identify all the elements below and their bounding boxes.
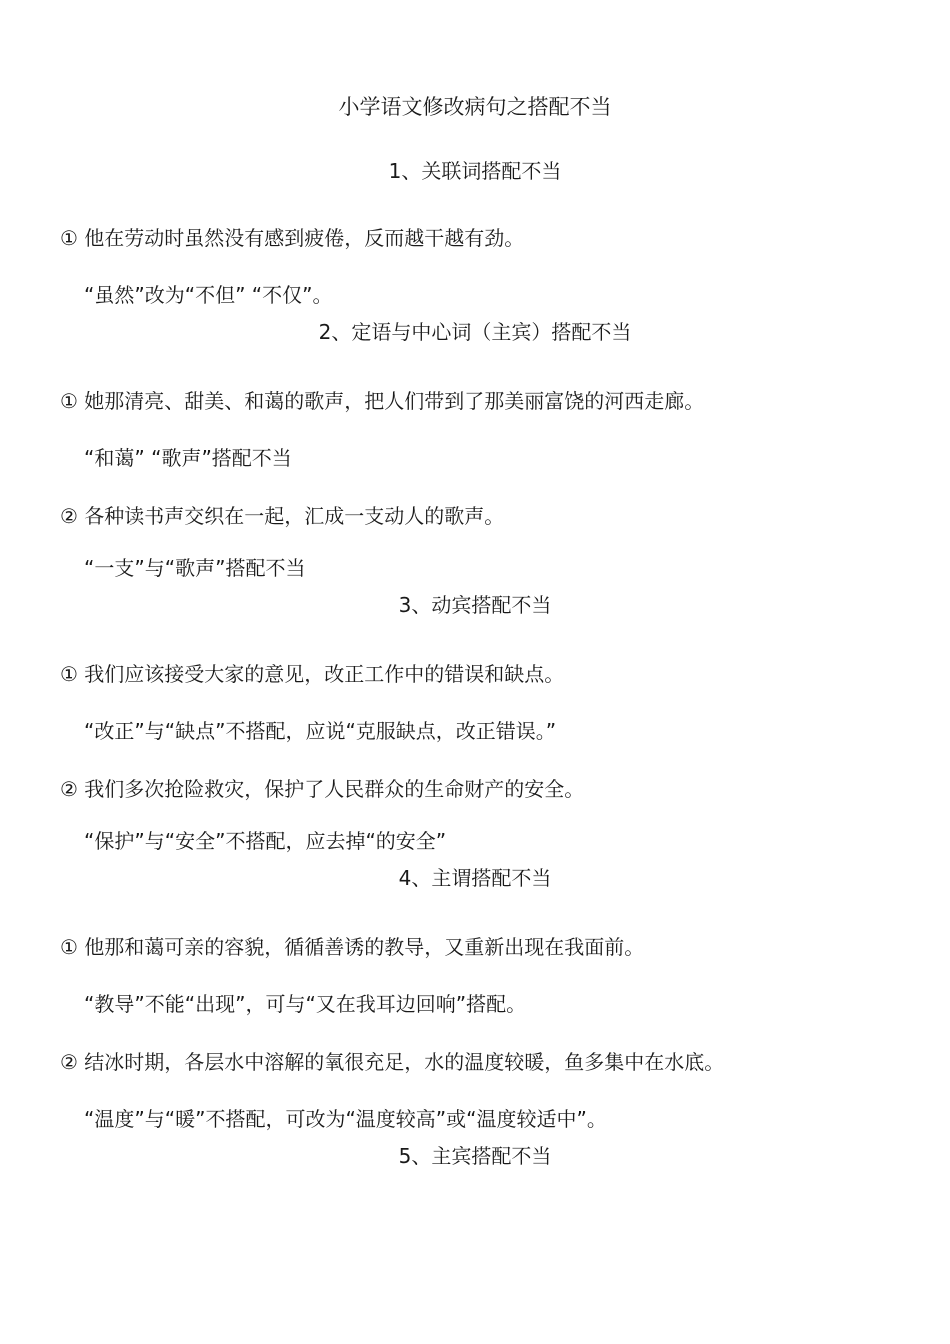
example-sentence: ② 我们多次抢险救灾，保护了人民群众的生命财产的安全。	[60, 777, 585, 801]
example-sentence: ① 我们应该接受大家的意见，改正工作中的错误和缺点。	[60, 662, 565, 686]
correction-note: “一支”与“歌声”搭配不当	[84, 556, 306, 580]
section-heading: 5、主宾搭配不当	[398, 1144, 552, 1168]
example-sentence: ① 他那和蔼可亲的容貌，循循善诱的教导，又重新出现在我面前。	[60, 935, 645, 959]
correction-note: “和蔼” “歌声”搭配不当	[84, 446, 292, 470]
section-heading: 3、动宾搭配不当	[398, 593, 552, 617]
correction-note: “温度”与“暖”不搭配，可改为“温度较高”或“温度较适中”。	[84, 1107, 607, 1131]
correction-note: “教导”不能“出现”，可与“又在我耳边回响”搭配。	[84, 992, 527, 1016]
example-sentence: ① 她那清亮、甜美、和蔼的歌声，把人们带到了那美丽富饶的河西走廊。	[60, 389, 705, 413]
section-heading: 4、主谓搭配不当	[398, 866, 552, 890]
example-sentence: ② 结冰时期，各层水中溶解的氧很充足，水的温度较暖，鱼多集中在水底。	[60, 1050, 725, 1074]
section-heading: 2、定语与中心词（主宾）搭配不当	[318, 320, 632, 344]
example-sentence: ② 各种读书声交织在一起，汇成一支动人的歌声。	[60, 504, 505, 528]
example-sentence: ① 他在劳动时虽然没有感到疲倦，反而越干越有劲。	[60, 226, 525, 250]
page-title: 小学语文修改病句之搭配不当	[338, 95, 612, 119]
correction-note: “保护”与“安全”不搭配，应去掉“的安全”	[84, 829, 447, 853]
correction-note: “改正”与“缺点”不搭配，应说“克服缺点，改正错误。”	[84, 719, 557, 743]
section-heading: 1、关联词搭配不当	[388, 159, 562, 183]
correction-note: “虽然”改为“不但” “不仅”。	[84, 283, 333, 307]
